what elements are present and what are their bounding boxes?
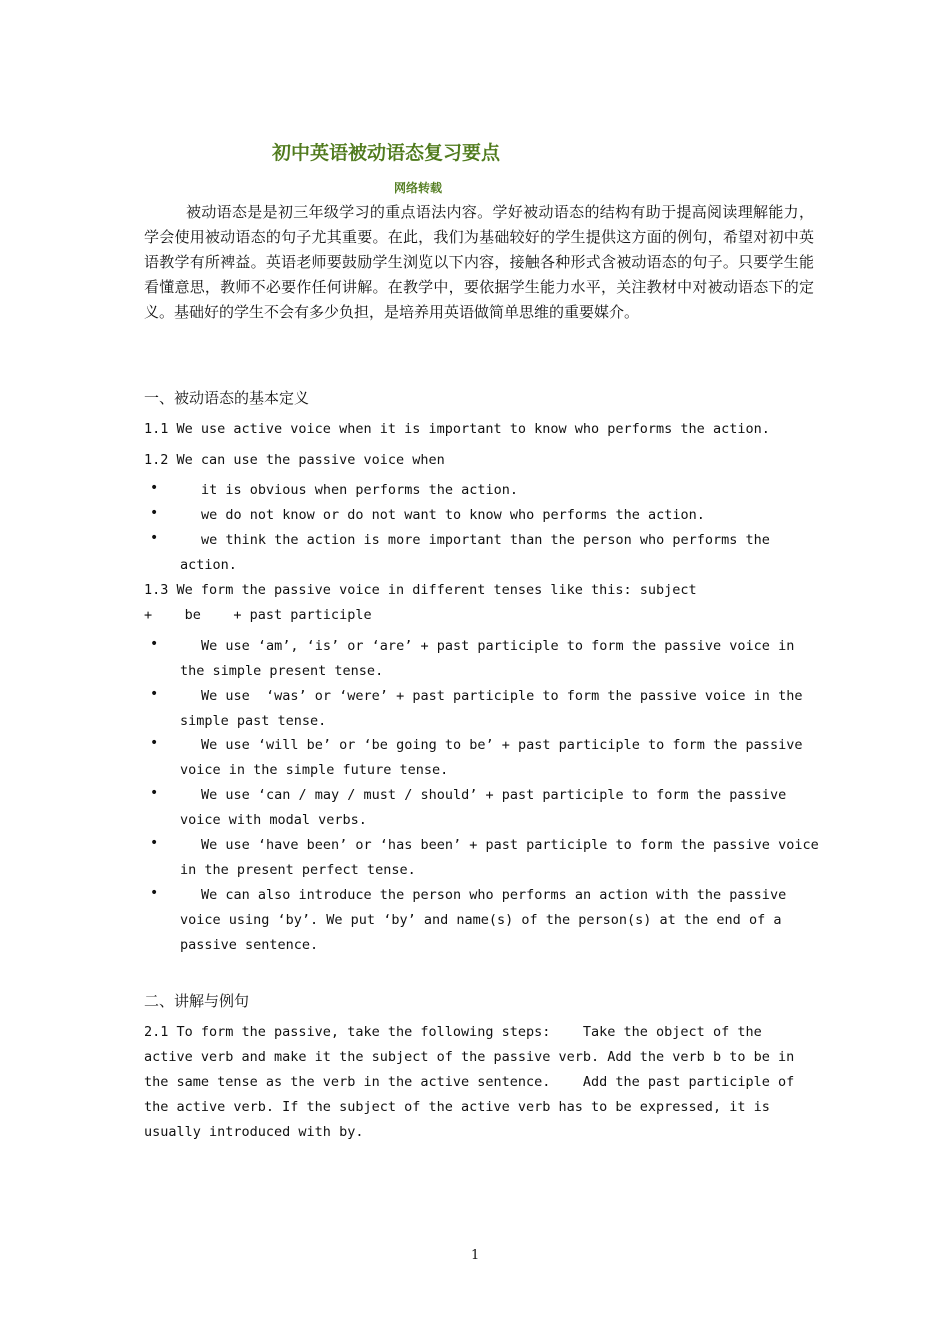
line-1-3-formula: + be + past participle <box>144 607 372 623</box>
line-1-1: 1.1 We use active voice when it is important to know who performs the action. <box>144 421 770 437</box>
bullet-icon: • <box>150 686 159 702</box>
bullet-icon: • <box>150 835 159 851</box>
paragraph-2-1: 2.1 To form the passive, take the following steps: Take the object of the active verb and make it the subject of the passive verb. Add the verb b to be in the same tense as the verb in the active sentence. Add the past participle of the active verb. If the subject of the active verb has to be expressed, it is usually introduced with by. <box>144 1024 803 1140</box>
line-1-3: 1.3 We form the passive voice in different tenses like this: subject <box>144 582 697 598</box>
list-item: We use ‘was’ or ‘were’ + past participle to form the passive voice in the simple past tense. <box>180 688 811 729</box>
bullet-icon: • <box>150 735 159 751</box>
list-item: we think the action is more important than the person who performs the action. <box>180 532 779 573</box>
bullet-icon: • <box>150 785 159 801</box>
list-item: we do not know or do not want to know who performs the action. <box>201 507 705 523</box>
list-item: We use ‘am’, ‘is’ or ‘are’ + past participle to form the passive voice in the simple present tense. <box>180 638 803 679</box>
intro-paragraph: 被动语态是是初三年级学习的重点语法内容。学好被动语态的结构有助于提高阅读理解能力，学会使用被动语态的句子尤其重要。在此，我们为基础较好的学生提供这方面的例句，希望对初中英语教学有所裨益。英语老师要鼓励学生浏览以下内容，接触各种形式含被动语态的句子。只要学生能看懂意思，教师不必要作任何讲解。在教学中，要依据学生能力水平，关注教材中对被动语态下的定义。基础好的学生不会有多少负担，是培养用英语做简单思维的重要媒介。 <box>144 203 814 321</box>
list-item: We use ‘will be’ or ‘be going to be’ + past participle to form the passive voice in the simple future tense. <box>180 737 811 778</box>
document-title: 初中英语被动语态复习要点 <box>272 142 501 164</box>
list-item: We use ‘have been’ or ‘has been’ + past participle to form the passive voice in the present perfect tense. <box>180 837 827 878</box>
bullet-icon: • <box>150 530 159 546</box>
line-1-2: 1.2 We can use the passive voice when <box>144 452 445 468</box>
section-2-heading: 二、讲解与例句 <box>144 992 250 1010</box>
bullet-icon: • <box>150 636 159 652</box>
page-number: 1 <box>471 1248 480 1263</box>
section-1-heading: 一、被动语态的基本定义 <box>144 389 310 407</box>
source-label: 网络转载 <box>394 181 443 195</box>
bullet-icon: • <box>150 885 159 901</box>
list-item: We use ‘can / may / must / should’ + past participle to form the passive voice with modal verbs. <box>180 787 795 828</box>
bullet-icon: • <box>150 505 159 521</box>
list-item: it is obvious when performs the action. <box>201 482 518 498</box>
list-item: We can also introduce the person who performs an action with the passive voice using ‘by’. We put ‘by’ and name(s) of the person(s) at the end of a passive sentence. <box>180 887 795 953</box>
bullet-icon: • <box>150 480 159 496</box>
